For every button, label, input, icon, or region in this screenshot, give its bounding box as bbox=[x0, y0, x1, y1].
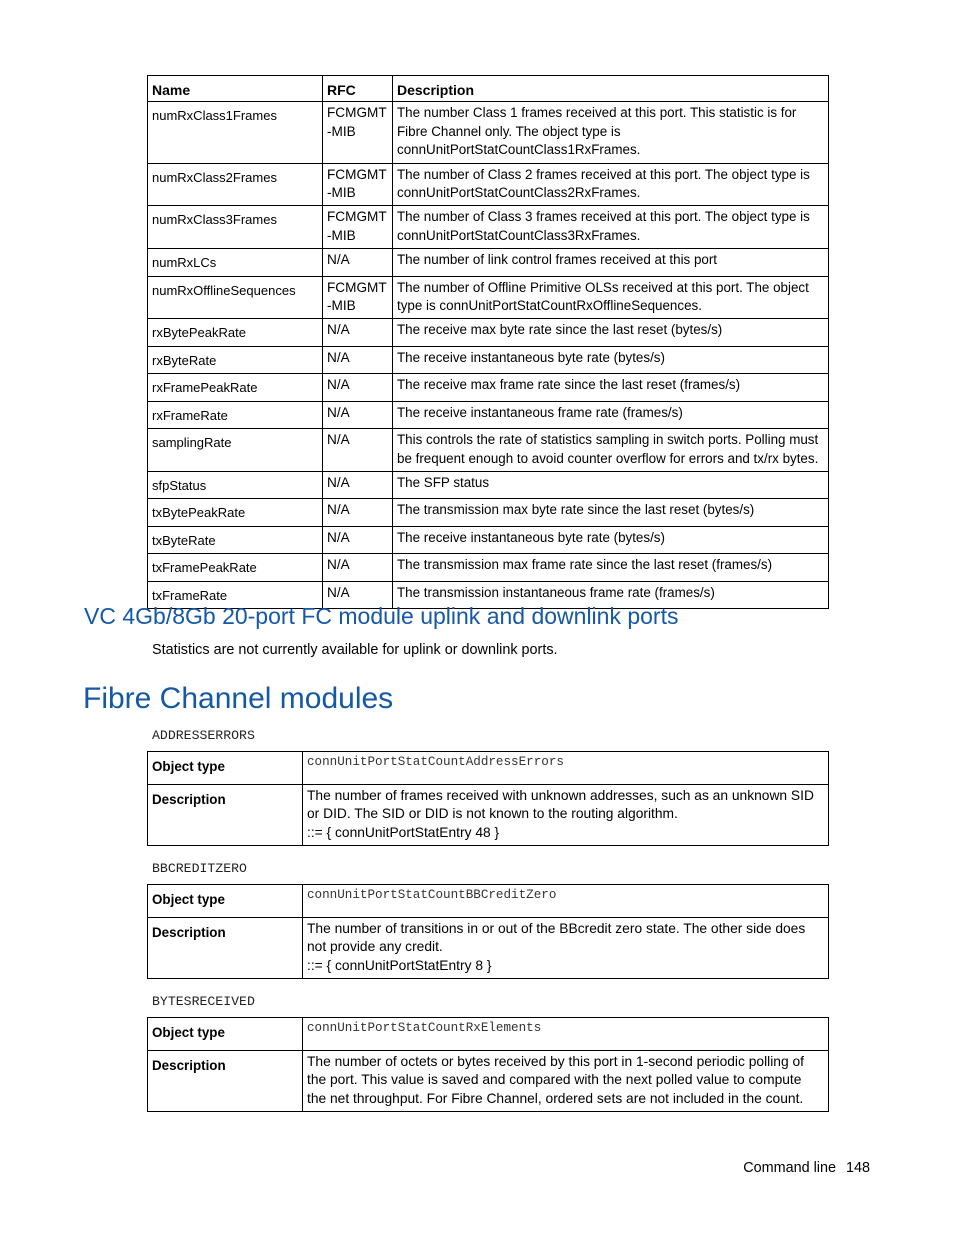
statistics-table-body bbox=[148, 102, 829, 609]
page-number: 148 bbox=[845, 1160, 870, 1176]
object-type-row bbox=[148, 1018, 829, 1051]
cell-name: numRxOfflineSequences bbox=[148, 276, 323, 319]
cell-name: rxByteRate bbox=[148, 346, 323, 373]
cell-name: numRxClass1Frames bbox=[148, 102, 323, 163]
table-row bbox=[148, 276, 829, 319]
object-type-label: Object type bbox=[148, 752, 303, 785]
cell-name: numRxClass3Frames bbox=[148, 206, 323, 249]
cell-rfc: FCMGMT -MIB bbox=[323, 206, 393, 249]
table-row bbox=[148, 374, 829, 401]
cell-description: The transmission max byte rate since the last reset (bytes/s) bbox=[393, 499, 829, 526]
table-row bbox=[148, 319, 829, 346]
section-heading-fibre-channel: Fibre Channel modules bbox=[83, 682, 394, 715]
cell-description: The SFP status bbox=[393, 471, 829, 498]
statistics-table bbox=[147, 75, 829, 609]
object-type-row bbox=[148, 885, 829, 918]
table-row bbox=[148, 102, 829, 163]
object-type-value: connUnitPortStatCountBBCreditZero bbox=[303, 885, 829, 918]
cell-name: rxFramePeakRate bbox=[148, 374, 323, 401]
table-row bbox=[148, 346, 829, 373]
cell-name: sfpStatus bbox=[148, 471, 323, 498]
cell-name: numRxLCs bbox=[148, 249, 323, 276]
cell-description: The receive max frame rate since the last reset (frames/s) bbox=[393, 374, 829, 401]
cell-rfc: N/A bbox=[323, 554, 393, 581]
cell-description: The receive max byte rate since the last reset (bytes/s) bbox=[393, 319, 829, 346]
cell-name: rxBytePeakRate bbox=[148, 319, 323, 346]
cell-rfc: FCMGMT -MIB bbox=[323, 102, 393, 163]
table-row bbox=[148, 401, 829, 428]
cell-rfc: N/A bbox=[323, 374, 393, 401]
cell-description: The receive instantaneous frame rate (frames/s) bbox=[393, 401, 829, 428]
object-label-bbcreditzero: BBCREDITZERO bbox=[152, 861, 247, 876]
description-label: Description bbox=[148, 1051, 303, 1112]
cell-description: The number of Class 3 frames received at this port. The object type is connUnitPortStatCountClass3RxFrames. bbox=[393, 206, 829, 249]
description-value: The number of transitions in or out of the BBcredit zero state. The other side does not provide any credit. ::= { connUnitPortStatEntry 8 } bbox=[303, 918, 829, 979]
cell-description: This controls the rate of statistics sampling in switch ports. Polling must be frequent enough to avoid counter overflow for errors and tx/rx bytes. bbox=[393, 429, 829, 472]
table-row bbox=[148, 163, 829, 206]
description-label: Description bbox=[148, 918, 303, 979]
object-table-bbcreditzero bbox=[147, 884, 829, 979]
object-type-label: Object type bbox=[148, 1018, 303, 1051]
cell-description: The number of Class 2 frames received at this port. The object type is connUnitPortStatCountClass2RxFrames. bbox=[393, 163, 829, 206]
header-description: Description bbox=[393, 76, 829, 102]
table-row bbox=[148, 429, 829, 472]
table-row bbox=[148, 554, 829, 581]
object-table-addresserrors bbox=[147, 751, 829, 846]
cell-rfc: N/A bbox=[323, 401, 393, 428]
cell-description: The receive instantaneous byte rate (bytes/s) bbox=[393, 346, 829, 373]
description-value: The number of octets or bytes received by this port in 1-second periodic polling of the port. This value is saved and compared with the next polled value to compute the net throughput. For Fibre Channel, ordered sets are not included in the count. bbox=[303, 1051, 829, 1112]
cell-rfc: N/A bbox=[323, 471, 393, 498]
cell-name: txByteRate bbox=[148, 526, 323, 553]
object-table-bytesreceived bbox=[147, 1017, 829, 1112]
object-label-bytesreceived: BYTESRECEIVED bbox=[152, 994, 255, 1009]
cell-name: rxFrameRate bbox=[148, 401, 323, 428]
header-name: Name bbox=[148, 76, 323, 102]
object-type-value: connUnitPortStatCountRxElements bbox=[303, 1018, 829, 1051]
cell-description: The number of Offline Primitive OLSs received at this port. The object type is connUnitPortStatCountRxOfflineSequences. bbox=[393, 276, 829, 319]
cell-rfc: N/A bbox=[323, 499, 393, 526]
cell-description: The number of link control frames received at this port bbox=[393, 249, 829, 276]
table-row bbox=[148, 249, 829, 276]
section-heading-vc-ports: VC 4Gb/8Gb 20-port FC module uplink and downlink ports bbox=[84, 603, 679, 629]
description-row bbox=[148, 785, 829, 846]
table-row bbox=[148, 526, 829, 553]
table-row bbox=[148, 471, 829, 498]
cell-rfc: N/A bbox=[323, 319, 393, 346]
description-row bbox=[148, 918, 829, 979]
cell-description: The transmission max frame rate since the last reset (frames/s) bbox=[393, 554, 829, 581]
cell-name: numRxClass2Frames bbox=[148, 163, 323, 206]
cell-description: The receive instantaneous byte rate (bytes/s) bbox=[393, 526, 829, 553]
cell-rfc: N/A bbox=[323, 429, 393, 472]
header-rfc: RFC bbox=[323, 76, 393, 102]
description-label: Description bbox=[148, 785, 303, 846]
cell-rfc: N/A bbox=[323, 526, 393, 553]
cell-name: txBytePeakRate bbox=[148, 499, 323, 526]
table-header-row bbox=[148, 76, 829, 102]
table-row bbox=[148, 206, 829, 249]
cell-description: The transmission instantaneous frame rate (frames/s) bbox=[393, 581, 829, 608]
cell-name: samplingRate bbox=[148, 429, 323, 472]
cell-rfc: N/A bbox=[323, 581, 393, 608]
table-row bbox=[148, 499, 829, 526]
page-footer bbox=[743, 1158, 870, 1178]
cell-rfc: N/A bbox=[323, 346, 393, 373]
footer-section-title: Command line bbox=[743, 1160, 836, 1176]
cell-description: The number Class 1 frames received at this port. This statistic is for Fibre Channel only. The object type is connUnitPortStatCountClass1RxFrames. bbox=[393, 102, 829, 163]
description-row bbox=[148, 1051, 829, 1112]
cell-rfc: FCMGMT -MIB bbox=[323, 276, 393, 319]
object-type-label: Object type bbox=[148, 885, 303, 918]
object-type-value: connUnitPortStatCountAddressErrors bbox=[303, 752, 829, 785]
object-label-addresserrors: ADDRESSERRORS bbox=[152, 728, 255, 743]
cell-rfc: FCMGMT -MIB bbox=[323, 163, 393, 206]
cell-name: txFrameRate bbox=[148, 581, 323, 608]
cell-name: txFramePeakRate bbox=[148, 554, 323, 581]
description-value: The number of frames received with unknown addresses, such as an unknown SID or DID. The SID or DID is not known to the routing algorithm. ::= { connUnitPortStatEntry 48 } bbox=[303, 785, 829, 846]
object-type-row bbox=[148, 752, 829, 785]
vc-ports-note: Statistics are not currently available for uplink or downlink ports. bbox=[152, 642, 558, 658]
cell-rfc: N/A bbox=[323, 249, 393, 276]
